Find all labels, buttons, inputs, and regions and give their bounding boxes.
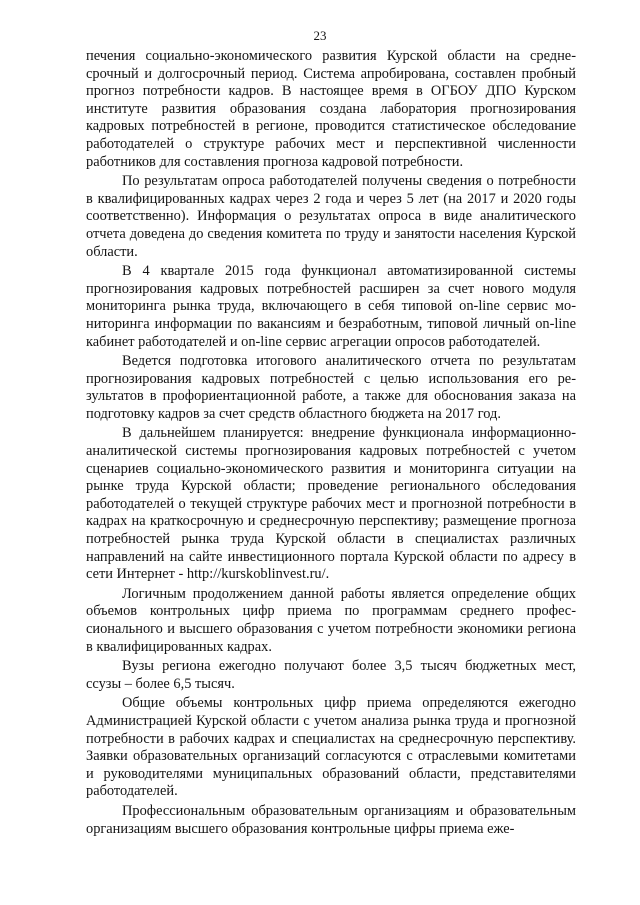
page-number: 23 (313, 28, 327, 43)
paragraph: Общие объемы контрольных цифр приема определяются ежегодно Администрацией Курской области с учетом анализа рынка труда и прогнозной потребности в рабочих кадрах и специалистах на среднесрочную перспективу. Заявки образовательных организаций согласуются с отраслевыми комитетами и руководителями муниципальных образований области, представителями работодателей. (86, 695, 576, 800)
paragraph: Вузы региона ежегодно получают более 3,5 тысяч бюджетных мест, ссузы – более 6,5 тысяч. (86, 658, 576, 692)
paragraph: печения социально-экономического развития Курской области на среднесрочный и долгосрочный период. Система апробирована, составлен пробный прогноз потребности кадров. В настоящее время в ОГБОУ ДПО Курском институте развития образования создана лаборатория прогнозирования кадровых потребностей в регионе, проводится статистическое обследование работодателей о структуре рабочих мест и перспективной численности работников для составления прогноза кадровой потребности. (86, 48, 576, 170)
paragraph: В дальнейшем планируется: внедрение функционала информационно-аналитической системы прогнозирования кадровых потребностей с учетом сценариев социально-экономического развития и мониторинга ситуации на рынке труда Курской области; проведение регионального обследования работодателей о текущей структуре рабочих мест и прогнозной потребности в кадрах на краткосрочную и среднесрочную перспективу; размещение прогноза потребностей рынка труда Курской области в специалистах различных направлений на сайте инвестиционного портала Курской области по адресу в сети Интернет - http://kurskoblinvest.ru/. (86, 425, 576, 583)
paragraph: Ведется подготовка итогового аналитического отчета по результатам прогнозирования кадровых потребностей с целью использования его результатов в профориентационной работе, а также для обоснования заказа на подготовку кадров за счет средств областного бюджета на 2017 год. (86, 353, 576, 422)
paragraph: В 4 квартале 2015 года функционал автоматизированной системы прогнозирования кадровых потребностей расширен за счет нового модуля мониторинга рынка труда, включающего в себя типовой on-line сервис мониторинга информации по вакансиям и безработным, типовой личный on-line кабинет работодателей и on-line сервис агрегации опросов работодателей. (86, 263, 576, 350)
paragraph: Логичным продолжением данной работы является определение общих объемов контрольных цифр приема по программам среднего профессионального и высшего образования с учетом потребности экономики региона в квалифицированных кадрах. (86, 585, 576, 655)
paragraph: По результатам опроса работодателей получены сведения о потребности в квалифицированных кадрах через 2 года и через 5 лет (на 2017 и 2020 годы соответственно). Информация о результатах опроса в виде аналитического отчета доведена до сведения комитета по труду и занятости населения Курской области. (86, 173, 576, 260)
paragraph: Профессиональным образовательным организациям и образовательным организациям высшего образования контрольные цифры приема еже- (86, 802, 576, 837)
document-body (86, 48, 576, 840)
